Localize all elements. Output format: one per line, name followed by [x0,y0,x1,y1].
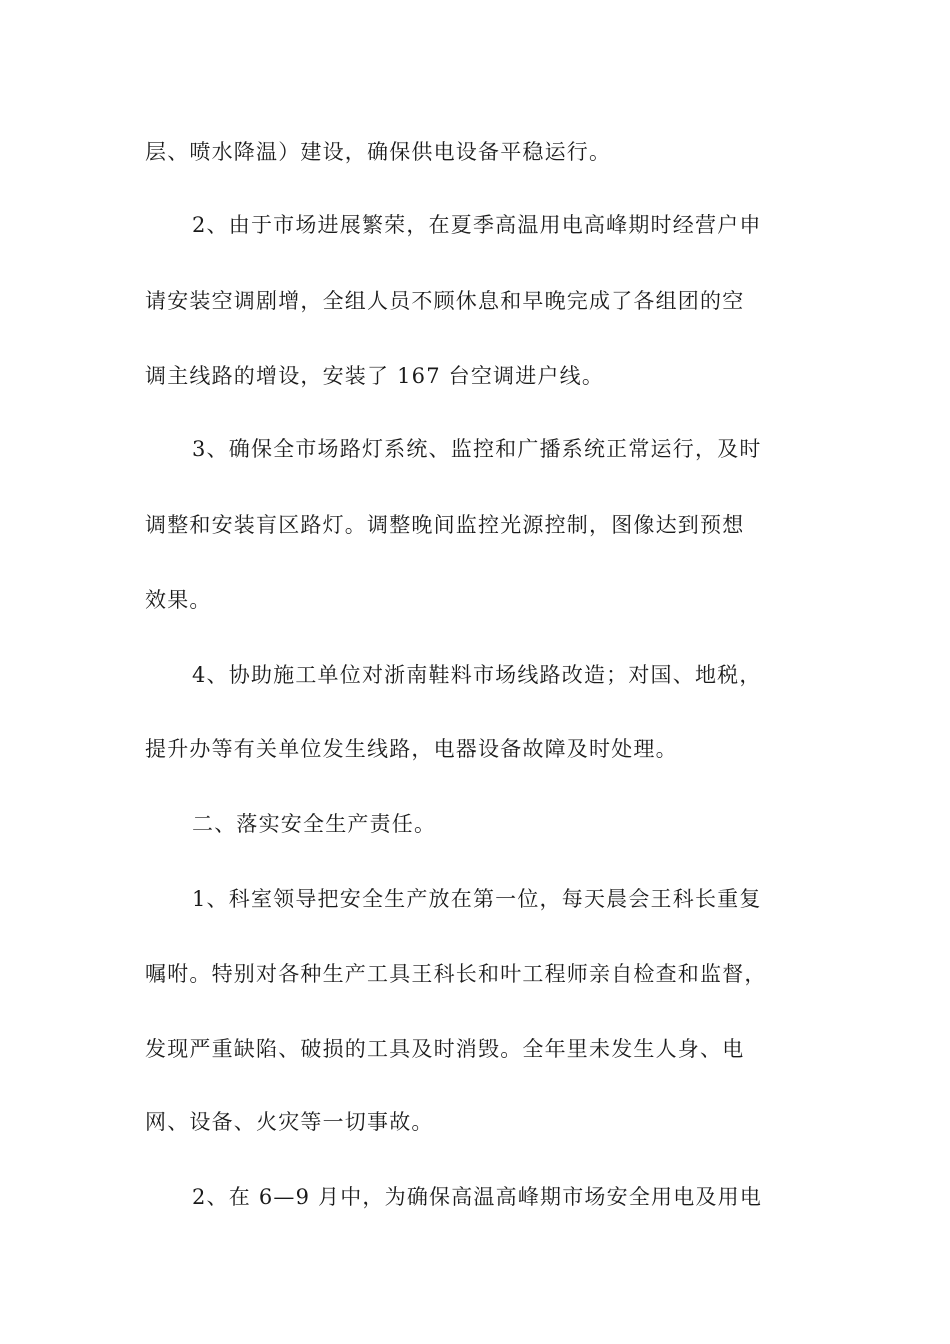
section-heading: 二、落实安全生产责任。 [192,812,437,836]
text-line: 嘱咐。特别对各种生产工具王科长和叶工程师亲自检查和监督， [145,962,767,986]
paragraph-line: 1、科室领导把安全生产放在第一位，每天晨会王科长重复 [192,887,762,911]
text-line: 提升办等有关单位发生线路，电器设备故障及时处理。 [145,737,678,761]
text-line: 网、设备、火灾等一切事故。 [145,1110,434,1134]
paragraph-line: 2、由于市场进展繁荣，在夏季高温用电高峰期时经营户申 [192,213,762,237]
text-line: 层、喷水降温）建设，确保供电设备平稳运行。 [145,140,612,164]
text-line: 调主线路的增设，安装了 167 台空调进户线。 [145,364,605,388]
text-line: 调整和安装肓区路灯。调整晚间监控光源控制，图像达到预想 [145,513,745,537]
text-line: 请安装空调剧增，全组人员不顾休息和早晚完成了各组团的空 [145,289,745,313]
text-line: 发现严重缺陷、破损的工具及时消毁。全年里未发生人身、电 [145,1037,745,1061]
text-line: 效果。 [145,588,212,612]
paragraph-line: 2、在 6—9 月中，为确保高温高峰期市场安全用电及用电 [192,1185,763,1209]
paragraph-line: 3、确保全市场路灯系统、监控和广播系统正常运行，及时 [192,437,762,461]
paragraph-line: 4、协助施工单位对浙南鞋料市场线路改造；对国、地税， [192,663,762,687]
